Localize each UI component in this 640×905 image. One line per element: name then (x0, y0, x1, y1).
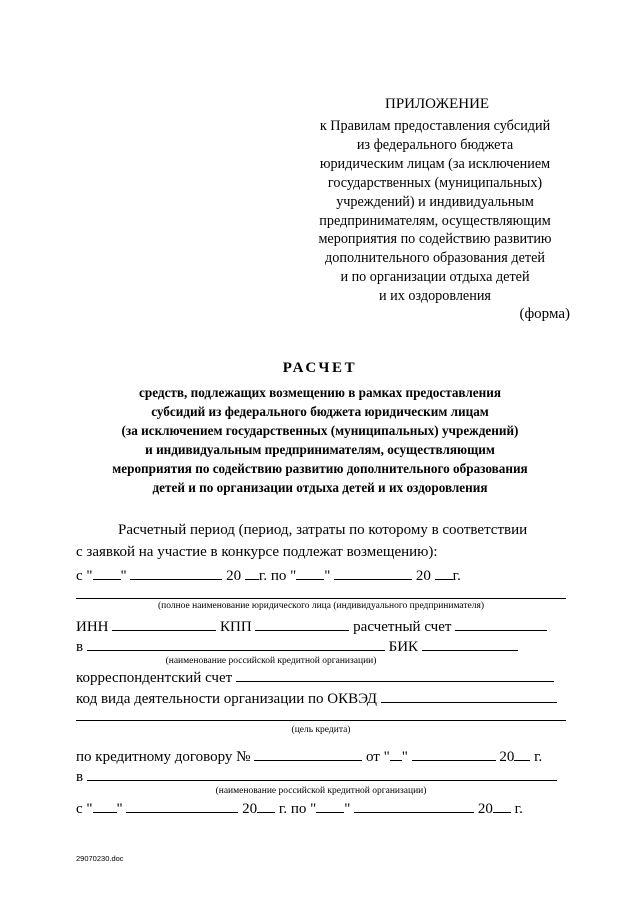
month-from-field[interactable] (130, 565, 222, 580)
month-to-field[interactable] (334, 565, 412, 580)
g-po-label: г. по " (278, 801, 317, 817)
doc-title: РАСЧЕТ (282, 360, 358, 376)
year-from-field[interactable] (245, 565, 259, 580)
quote: " (120, 568, 127, 584)
year-label: 20 (415, 568, 431, 584)
g-label: г. (514, 801, 523, 817)
appendix-line: дополнительного образования детей (325, 250, 545, 267)
appendix-line: и по организации отдыха детей (340, 269, 530, 286)
appendix-line: к Правилам предоставления субсидий (319, 118, 551, 134)
v-label: в (76, 769, 84, 785)
credit-contract-label: по кредитному договору № (76, 749, 251, 765)
kpp-label: КПП (220, 619, 252, 635)
appendix-line: мероприятия по содействию развитию (318, 231, 552, 248)
credit-year-to-field[interactable] (493, 798, 511, 813)
appendix-line: государственных (муниципальных) (327, 174, 543, 191)
bank2-row (76, 766, 557, 786)
credit-month-to-field[interactable] (354, 798, 474, 813)
period-date-row (76, 565, 461, 585)
org-name-field[interactable] (76, 598, 566, 599)
org-caption: (полное наименование юридического лица (индивидуального предпринимателя) (157, 601, 485, 611)
appendix-line: юридическим лицам (за исключением (319, 155, 551, 172)
inn-label: ИНН (76, 619, 109, 635)
subtitle-line: детей и по организации отдыха детей и их оздоровления (152, 479, 488, 495)
quote: " (116, 801, 123, 817)
subtitle-line: (за исключением государственных (муниципальных) учреждений) (121, 422, 519, 438)
bank-field[interactable] (87, 636, 385, 651)
g-label: г. (534, 749, 543, 765)
c-label: с " (76, 568, 93, 584)
subtitle-line: средств, подлежащих возмещению в рамках предоставления (139, 385, 501, 400)
bank-caption: (наименование российской кредитной организации) (165, 656, 377, 666)
ot-label: от " (365, 749, 390, 765)
year-to-field[interactable] (435, 565, 453, 580)
inn-field[interactable] (112, 616, 216, 631)
okved-field[interactable] (381, 688, 557, 703)
appendix-title: ПРИЛОЖЕНИЕ (385, 96, 490, 112)
account-field[interactable] (455, 616, 547, 631)
year-label: 20 (477, 801, 493, 817)
inn-row (76, 616, 547, 636)
quote: " (344, 801, 351, 817)
contract-year-field[interactable] (514, 746, 530, 761)
c-label: с " (76, 801, 93, 817)
day-from-field[interactable] (93, 565, 121, 580)
file-name-footer: 29070230.doc (76, 854, 124, 863)
corr-account-row (76, 667, 554, 687)
credit-purpose-field[interactable] (76, 720, 566, 721)
okved-row (76, 688, 557, 708)
appendix-line: из федерального бюджета (356, 136, 514, 153)
period-text-line1: Расчетный период (период, затраты по которому в соответствии (118, 522, 528, 538)
bank2-field[interactable] (87, 766, 557, 781)
subtitle-line: мероприятия по содействию развитию дополнительного образования (112, 460, 528, 476)
subtitle-line: субсидий из федерального бюджета юридическим лицам (151, 403, 489, 419)
credit-day-to-field[interactable] (316, 798, 344, 813)
contract-month-field[interactable] (412, 746, 496, 761)
credit-period-row (76, 798, 523, 818)
v-label: в (76, 639, 84, 655)
kpp-field[interactable] (255, 616, 349, 631)
day-to-field[interactable] (296, 565, 324, 580)
quote: " (401, 749, 408, 765)
year-label: 20 (242, 801, 258, 817)
bank-row (76, 636, 518, 656)
bank2-caption: (наименование российской кредитной организации) (215, 786, 427, 796)
g-po-label: г. по " (258, 568, 297, 584)
g-label: г. (452, 568, 461, 584)
year-label: 20 (499, 749, 515, 765)
quote: " (324, 568, 331, 584)
okved-label: код вида деятельности организации по ОКВЭД (76, 691, 378, 707)
bik-label: БИК (388, 639, 419, 655)
corr-account-label: корреспондентский счет (76, 670, 233, 686)
contract-day-field[interactable] (390, 746, 402, 761)
credit-day-from-field[interactable] (93, 798, 117, 813)
credit-contract-row (76, 746, 542, 766)
appendix-lines (290, 117, 580, 306)
bik-field[interactable] (422, 636, 518, 651)
credit-month-from-field[interactable] (126, 798, 238, 813)
doc-subtitle (60, 384, 580, 497)
account-label: расчетный счет (353, 619, 452, 635)
subtitle-line: и индивидуальным предпринимателям, осуществляющим (145, 441, 495, 457)
contract-number-field[interactable] (254, 746, 362, 761)
appendix-line: предпринимателям, осуществляющим (319, 212, 551, 229)
credit-purpose-caption: (цель кредита) (291, 725, 351, 735)
corr-account-field[interactable] (236, 667, 554, 682)
form-label: (форма) (519, 306, 570, 322)
appendix-line: и их оздоровления (379, 288, 491, 305)
period-text-line2: с заявкой на участие в конкурсе подлежат возмещению): (76, 544, 438, 560)
appendix-line: учреждений) и индивидуальным (336, 193, 534, 210)
year-label: 20 (226, 568, 242, 584)
credit-year-from-field[interactable] (257, 798, 275, 813)
